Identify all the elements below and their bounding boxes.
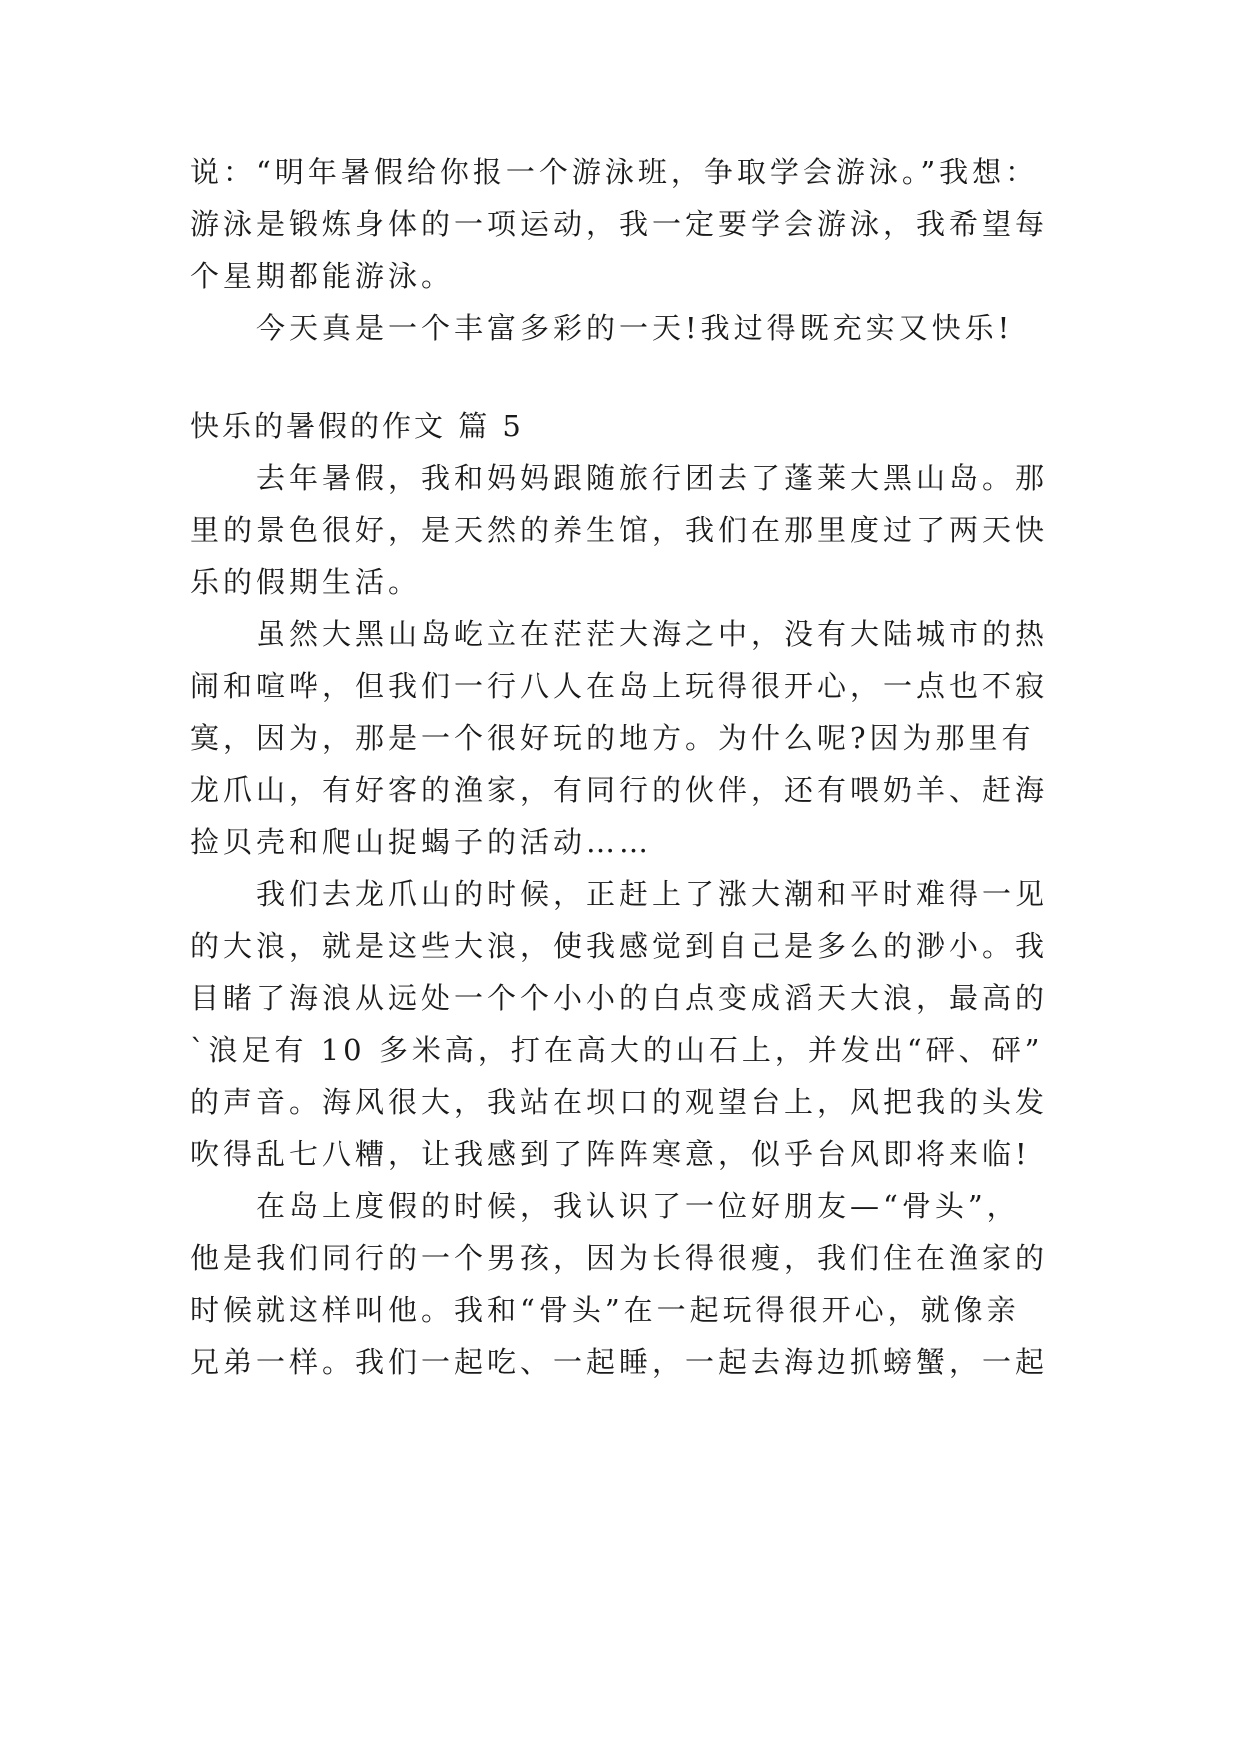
text-line: 捡贝壳和爬山捉蝎子的活动…… bbox=[190, 825, 653, 859]
text-line: 去年暑假，我和妈妈跟随旅行团去了蓬莱大黑山岛。那 bbox=[256, 461, 1049, 495]
section-gap bbox=[190, 354, 1060, 400]
text-line: `浪足有 10 多米高，打在高大的山石上，并发出“砰、砰” bbox=[190, 1033, 1044, 1067]
document-body bbox=[190, 146, 1060, 1388]
text-line: 时候就这样叫他。我和“骨头”在一起玩得很开心，就像亲 bbox=[190, 1293, 1020, 1327]
paragraph-6 bbox=[190, 1180, 1060, 1388]
text-line: 在岛上度假的时候，我认识了一位好朋友—“骨头”， bbox=[256, 1189, 1020, 1223]
text-line: 里的景色很好，是天然的养生馆，我们在那里度过了两天快 bbox=[190, 513, 1049, 547]
text-line: 目睹了海浪从远处一个个小小的白点变成滔天大浪，最高的 bbox=[190, 981, 1049, 1015]
text-line: 吹得乱七八糟，让我感到了阵阵寒意，似乎台风即将来临! bbox=[190, 1137, 1031, 1171]
paragraph-1 bbox=[190, 146, 1060, 302]
text-line: 个星期都能游泳。 bbox=[190, 259, 455, 293]
text-line: 说：“明年暑假给你报一个游泳班，争取学会游泳。”我想： bbox=[190, 155, 1039, 189]
text-line: 的声音。海风很大，我站在坝口的观望台上，风把我的头发 bbox=[190, 1085, 1049, 1119]
paragraph-3 bbox=[190, 452, 1060, 608]
text-line: 寞，因为，那是一个很好玩的地方。为什么呢?因为那里有 bbox=[190, 721, 1035, 755]
text-line: 闹和喧哗，但我们一行八人在岛上玩得很开心，一点也不寂 bbox=[190, 669, 1049, 703]
text-line: 乐的假期生活。 bbox=[190, 565, 422, 599]
text-line: 龙爪山，有好客的渔家，有同行的伙伴，还有喂奶羊、赶海 bbox=[190, 773, 1049, 807]
text-line: 他是我们同行的一个男孩，因为长得很瘦，我们住在渔家的 bbox=[190, 1241, 1049, 1275]
text-line: 的大浪，就是这些大浪，使我感觉到自己是多么的渺小。我 bbox=[190, 929, 1049, 963]
text-line: 今天真是一个丰富多彩的一天!我过得既充实又快乐! bbox=[256, 311, 1014, 345]
text-line: 游泳是锻炼身体的一项运动，我一定要学会游泳，我希望每 bbox=[190, 207, 1049, 241]
text-line: 我们去龙爪山的时候，正赶上了涨大潮和平时难得一见 bbox=[256, 877, 1049, 911]
text-line: 虽然大黑山岛屹立在茫茫大海之中，没有大陆城市的热 bbox=[256, 617, 1049, 651]
paragraph-2 bbox=[190, 302, 1060, 354]
text-line: 兄弟一样。我们一起吃、一起睡，一起去海边抓螃蟹，一起 bbox=[190, 1345, 1049, 1379]
section-heading: 快乐的暑假的作文 篇 5 bbox=[190, 409, 524, 443]
paragraph-5 bbox=[190, 868, 1060, 1180]
paragraph-4 bbox=[190, 608, 1060, 868]
